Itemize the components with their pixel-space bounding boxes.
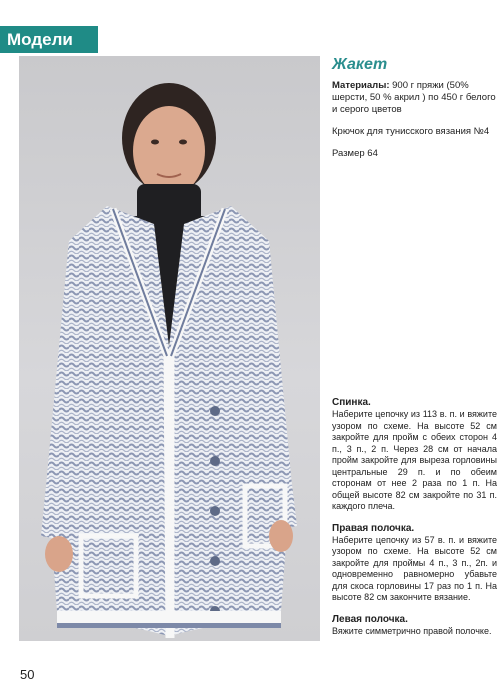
section-title-left-front: Левая полочка.	[332, 613, 408, 625]
hook-info: Крючок для тунисского вязания №4	[332, 126, 490, 137]
page-number: 50	[20, 667, 35, 682]
section-text-right-front: Наберите цепочку из 57 в. п. и вяжите узором по схеме. На высоте 52 см закройте для проймы 4 п., 3 п., 2п. и одновременно равномерно убавьте для скоса горловины 17 раз по 1 п. На высоте 82 см закончите вязание.	[332, 534, 497, 602]
section-text-back: Наберите цепочку из 113 в. п. и вяжите узором по схеме. На высоте 52 см закройте для пройм с обеих сторон 4 п., 3 п., 2 п. Через 28 см от начала пройм закройте для выреза горловины центральные 29 п. и по обеим сторонам от нее 2 раза по 1 п. На общей высоте 82 см закройте по 31 п. каждого плеча.	[332, 409, 497, 511]
instructions	[332, 397, 497, 647]
section-text-left-front: Вяжите симметрично правой полочке.	[332, 625, 492, 636]
item-title: Жакет	[332, 56, 388, 73]
section-tab: Модели	[0, 26, 98, 53]
size-info: Размер 64	[332, 148, 378, 159]
materials-label: Материалы:	[332, 80, 390, 91]
materials	[332, 80, 497, 116]
section-title-right-front: Правая полочка.	[332, 522, 415, 534]
garment-photo	[19, 56, 320, 641]
materials-text: 900 г пряжи (50% шерсти, 50 % акрил ) по 450 г белого и серого цветов	[332, 80, 496, 115]
item-header	[332, 56, 497, 160]
section-title-back: Спинка.	[332, 397, 371, 408]
